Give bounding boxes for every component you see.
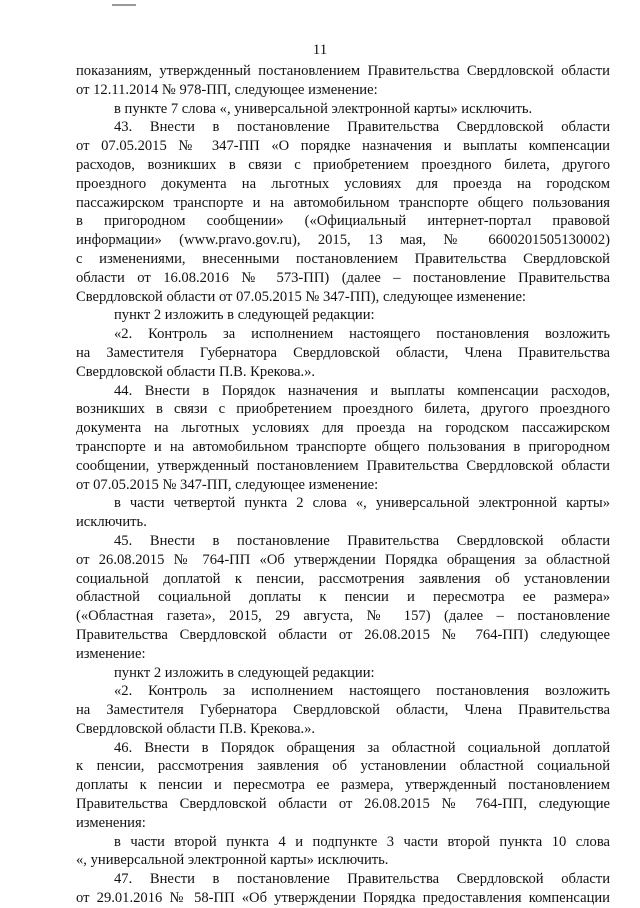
text-line: возникших в связи с приобретением проездного билета, другого проездного <box>76 401 610 418</box>
text-line: в пригородном сообщении» («Официальный интернет-портал правовой <box>76 213 610 230</box>
text-line: пункт 2 изложить в следующей редакции: <box>114 664 375 681</box>
text-line: проездного документа на льготных условиях для проезда на городском <box>76 175 610 192</box>
text-line: документа на льготных условиях для проезда на городском пассажирском <box>76 420 610 437</box>
text-line: 46. Внести в Порядок обращения за областной социальной доплатой <box>114 739 610 756</box>
text-line: областной социальной доплаты к пенсии и пересмотра ее размера» <box>76 589 610 606</box>
text-line: Правительства Свердловской области от 26.08.2015 № 764-ПП, следующие <box>76 796 610 813</box>
text-line: Свердловской области П.В. Крекова.». <box>76 720 316 737</box>
text-line: 47. Внести в постановление Правительства Свердловской области <box>114 871 610 888</box>
text-line: («Областная газета», 2015, 29 августа, № 157) (далее – постановление <box>76 608 610 625</box>
text-line: в части четвертой пункта 2 слова «, универсальной электронной карты» <box>114 495 610 512</box>
text-line: изменение: <box>76 645 146 662</box>
text-line: изменения: <box>76 814 146 831</box>
text-line: показаниям, утвержденный постановлением Правительства Свердловской области <box>76 63 610 79</box>
text-line: Свердловской области от 07.05.2015 № 347-ПП), следующее изменение: <box>76 288 526 305</box>
text-line: на Заместителя Губернатора Свердловской области, Члена Правительства <box>76 344 610 361</box>
text-line: 45. Внести в постановление Правительства Свердловской области <box>114 532 610 549</box>
document-body <box>76 62 610 908</box>
text-line: области от 16.08.2016 № 573-ПП) (далее – постановление Правительства <box>76 269 610 286</box>
text-line: в части второй пункта 4 и подпункте 3 части второй пункта 10 слова <box>114 833 610 850</box>
text-line: с изменениями, внесенными постановлением Правительства Свердловской <box>76 250 610 267</box>
text-line: «2. Контроль за исполнением настоящего постановления возложить <box>114 683 610 700</box>
text-line: от 07.05.2015 № 347-ПП, следующее изменение: <box>76 476 379 493</box>
text-line: «, универсальной электронной карты» исключить. <box>76 852 389 869</box>
text-line: Правительства Свердловской области от 26.08.2015 № 764-ПП) следующее <box>76 626 610 643</box>
text-line: пассажирском транспорте и на автомобильном транспорте общего пользования <box>76 194 610 211</box>
text-line: «2. Контроль за исполнением настоящего постановления возложить <box>114 326 610 343</box>
text-line: доплаты к пенсии и пересмотра ее размера, утвержденный постановлением <box>76 777 610 794</box>
text-line: от 07.05.2015 № 347-ПП «О порядке назначения и выплаты компенсации <box>76 138 610 155</box>
text-line: от 26.08.2015 № 764-ПП «Об утверждении Порядка обращения за областной <box>76 551 610 568</box>
page-number: 11 <box>312 42 328 58</box>
text-line: 43. Внести в постановление Правительства Свердловской области <box>114 119 610 136</box>
text-line: информации» (www.pravo.gov.ru), 2015, 13 мая, № 6600201505130002) <box>76 232 610 249</box>
scan-artifact <box>112 4 136 6</box>
text-line: пункт 2 изложить в следующей редакции: <box>114 307 375 324</box>
text-line: исключить. <box>76 514 147 531</box>
text-line: от 12.11.2014 № 978-ПП, следующее изменение: <box>76 81 378 98</box>
text-line: в пункте 7 слова «, универсальной электронной карты» исключить. <box>114 100 533 117</box>
text-line: от 29.01.2016 № 58-ПП «Об утверждении Порядка предоставления компенсации <box>76 890 610 907</box>
text-line: расходов, возникших в связи с приобретением проездного билета, другого <box>76 156 610 173</box>
text-line: к пенсии, рассмотрения заявления об установлении областной социальной <box>76 758 610 775</box>
text-line: на Заместителя Губернатора Свердловской области, Члена Правительства <box>76 702 610 719</box>
text-line: транспорте и на автомобильном транспорте общего пользования в пригородном <box>76 438 610 455</box>
text-line: 44. Внести в Порядок назначения и выплаты компенсации расходов, <box>114 382 610 399</box>
text-line: социальной доплатой к пенсии, рассмотрения заявления об установлении <box>76 570 610 587</box>
text-line: Свердловской области П.В. Крекова.». <box>76 363 316 380</box>
text-line: сообщении, утвержденный постановлением Правительства Свердловской области <box>76 457 610 474</box>
